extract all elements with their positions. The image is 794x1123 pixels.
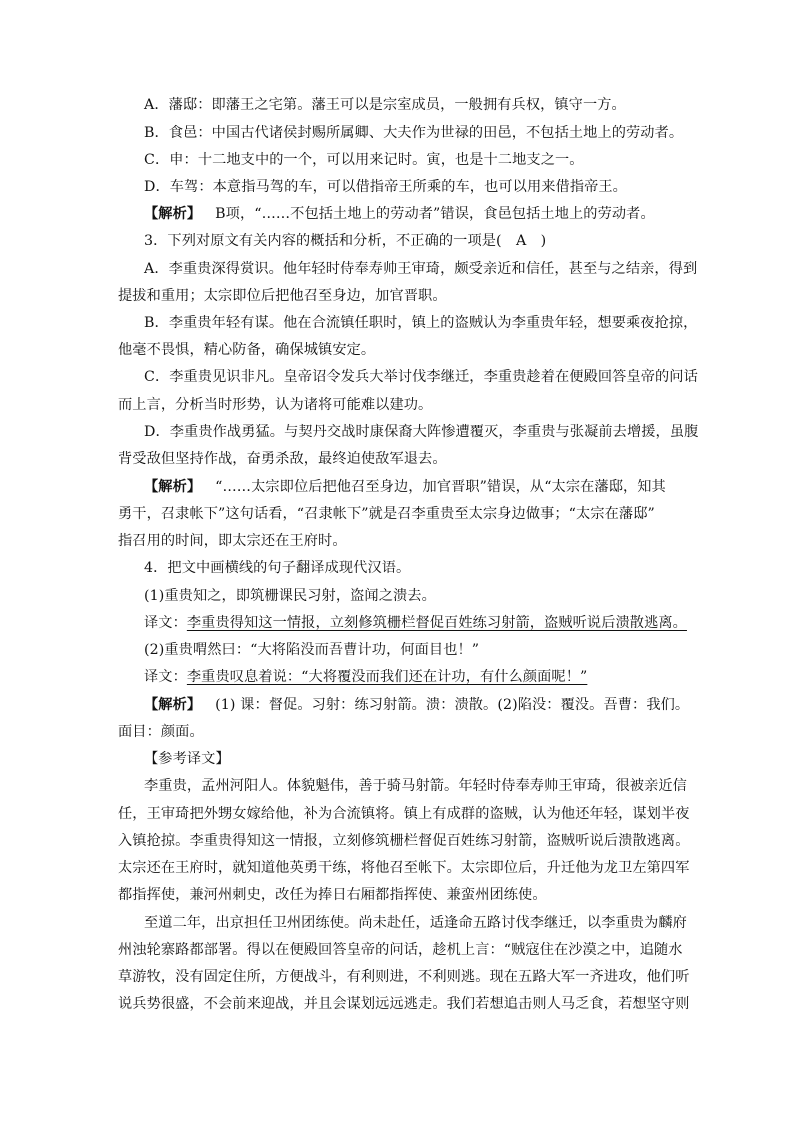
ref-line: 都指挥使，兼河州刺史，改任为捧日右厢都指挥使、兼蛮州团练使。 [118, 887, 547, 903]
ref-line: 至道二年，出京担任卫州团练使。尚未赴任，适逢命五路讨伐李继迁，以李重贵为麟府 [144, 915, 687, 931]
q4-translation-1 [144, 613, 687, 633]
translation-label: 译文： [144, 669, 187, 685]
analysis-3-text-1: “……太宗即位后把他召至身边，加官晋职”错误，从“太宗在藩邸，知其 [215, 479, 666, 495]
ref-line: 李重贵，孟州河阳人。体貌魁伟，善于骑马射箭。年轻时侍奉寿帅王审琦，很被亲近信 [144, 778, 687, 794]
ref-line: 草游牧，没有固定住所，方便战斗，有利则进，不利则逃。现在五路大军一齐进攻，他们听 [118, 969, 690, 985]
ref-line: 说兵势很盛，不会前来迎战，并且会谋划远远逃走。我们若想追击则人马乏食，若想坚守则 [118, 996, 690, 1012]
analysis-3-line-3: 指召用的时间，即太宗还在王府时。 [118, 533, 347, 549]
q3-option-a-1: A．李重贵深得赏识。他年轻时侍奉寿帅王审琦，颇受亲近和信任，甚至与之结亲，得到 [144, 261, 698, 277]
q3-option-b-2: 他毫不畏惧，精心防备，确保城镇安定。 [118, 342, 376, 358]
translation-1-text: 李重贵得知这一情报，立刻修筑栅栏督促百姓练习射箭，盗贼听说后溃散逃离。 [186, 615, 687, 631]
question-3-stem: 3．下列对原文有关内容的概括和分析，不正确的一项是( A ) [144, 233, 547, 249]
q4-sentence-2: (2)重贵喟然曰：“大将陷没而吾曹计功，何面目也！” [144, 642, 480, 658]
q4-translation-2 [144, 667, 587, 687]
q3-option-b-1: B．李重贵年轻有谋。他在合流镇任职时，镇上的盗贼认为李重贵年轻，想要乘夜抢掠， [144, 315, 698, 331]
analysis-tag: 【解析】 [144, 206, 202, 222]
option-b-line: B．食邑：中国古代诸侯封赐所属卿、大夫作为世禄的田邑，不包括土地上的劳动者。 [144, 125, 684, 141]
option-a-line: A．藩邸：即藩王之宅第。藩王可以是宗室成员，一般拥有兵权，镇守一方。 [144, 97, 626, 113]
q3-option-c-1: C．李重贵见识非凡。皇帝诏令发兵大举讨伐李继迁，李重贵趁着在便殿回答皇帝的问话 [144, 369, 698, 385]
q3-option-c-2: 而上言，分析当时形势，认为诸将可能难以建功。 [118, 397, 433, 413]
ref-line: 太宗还在王府时，就知道他英勇干练，将他召至帐下。太宗即位后，升迁他为龙卫左第四军 [118, 860, 690, 876]
option-c-line: C．申：十二地支中的一个，可以用来记时。寅，也是十二地支之一。 [144, 152, 584, 168]
analysis-1 [144, 204, 655, 224]
analysis-3-line-2: 勇干，召隶帐下”这句话看，“召隶帐下”就是召李重贵至太宗身边做事；“太宗在藩邸” [118, 506, 655, 522]
analysis-4-text-1: (1) 课：督促。习射：练习射箭。溃：溃散。(2)陷没：覆没。吾曹：我们。 [215, 697, 690, 713]
analysis-tag: 【解析】 [144, 697, 202, 713]
q4-sentence-1: (1)重贵知之，即筑栅课民习射，盗闻之溃去。 [144, 588, 436, 604]
question-4-stem: 4．把文中画横线的句子翻译成现代汉语。 [144, 560, 411, 576]
analysis-3-line-1 [144, 477, 666, 497]
q3-option-a-2: 提拔和重用；太宗即位后把他召至身边，加官晋职。 [118, 288, 447, 304]
q3-option-d-2: 背受敌但坚持作战，奋勇杀敌，最终迫使敌军退去。 [118, 451, 447, 467]
q3-option-d-1: D．李重贵作战勇猛。与契丹交战时康保裔大阵惨遭覆灭，李重贵与张凝前去增援，虽腹 [144, 424, 699, 440]
analysis-4-line-2: 面目：颜面。 [118, 724, 204, 740]
option-d-line: D．车驾：本意指马驾的车，可以借指帝王所乘的车，也可以用来借指帝王。 [144, 179, 627, 195]
reference-translation-title: 【参考译文】 [144, 751, 230, 767]
analysis-4-line-1 [144, 695, 689, 715]
translation-label: 译文： [144, 615, 187, 631]
analysis-1-text: B项，“……不包括土地上的劳动者”错误，食邑包括土地上的劳动者。 [215, 206, 655, 222]
ref-line: 入镇抢掠。李重贵得知这一情报，立刻修筑栅栏督促百姓练习射箭，盗贼听说后溃散逃离。 [118, 833, 690, 849]
analysis-tag: 【解析】 [144, 479, 202, 495]
ref-line: 任，王审琦把外甥女嫁给他，补为合流镇将。镇上有成群的盗贼，认为他还年轻，谋划半夜 [118, 806, 690, 822]
translation-2-text: 李重贵叹息着说：“大将覆没而我们还在计功，有什么颜面呢！” [186, 669, 588, 685]
ref-line: 州浊轮寨路都部署。得以在便殿回答皇帝的问话，趁机上言：“贼寇住在沙漠之中，追随水 [118, 942, 683, 958]
